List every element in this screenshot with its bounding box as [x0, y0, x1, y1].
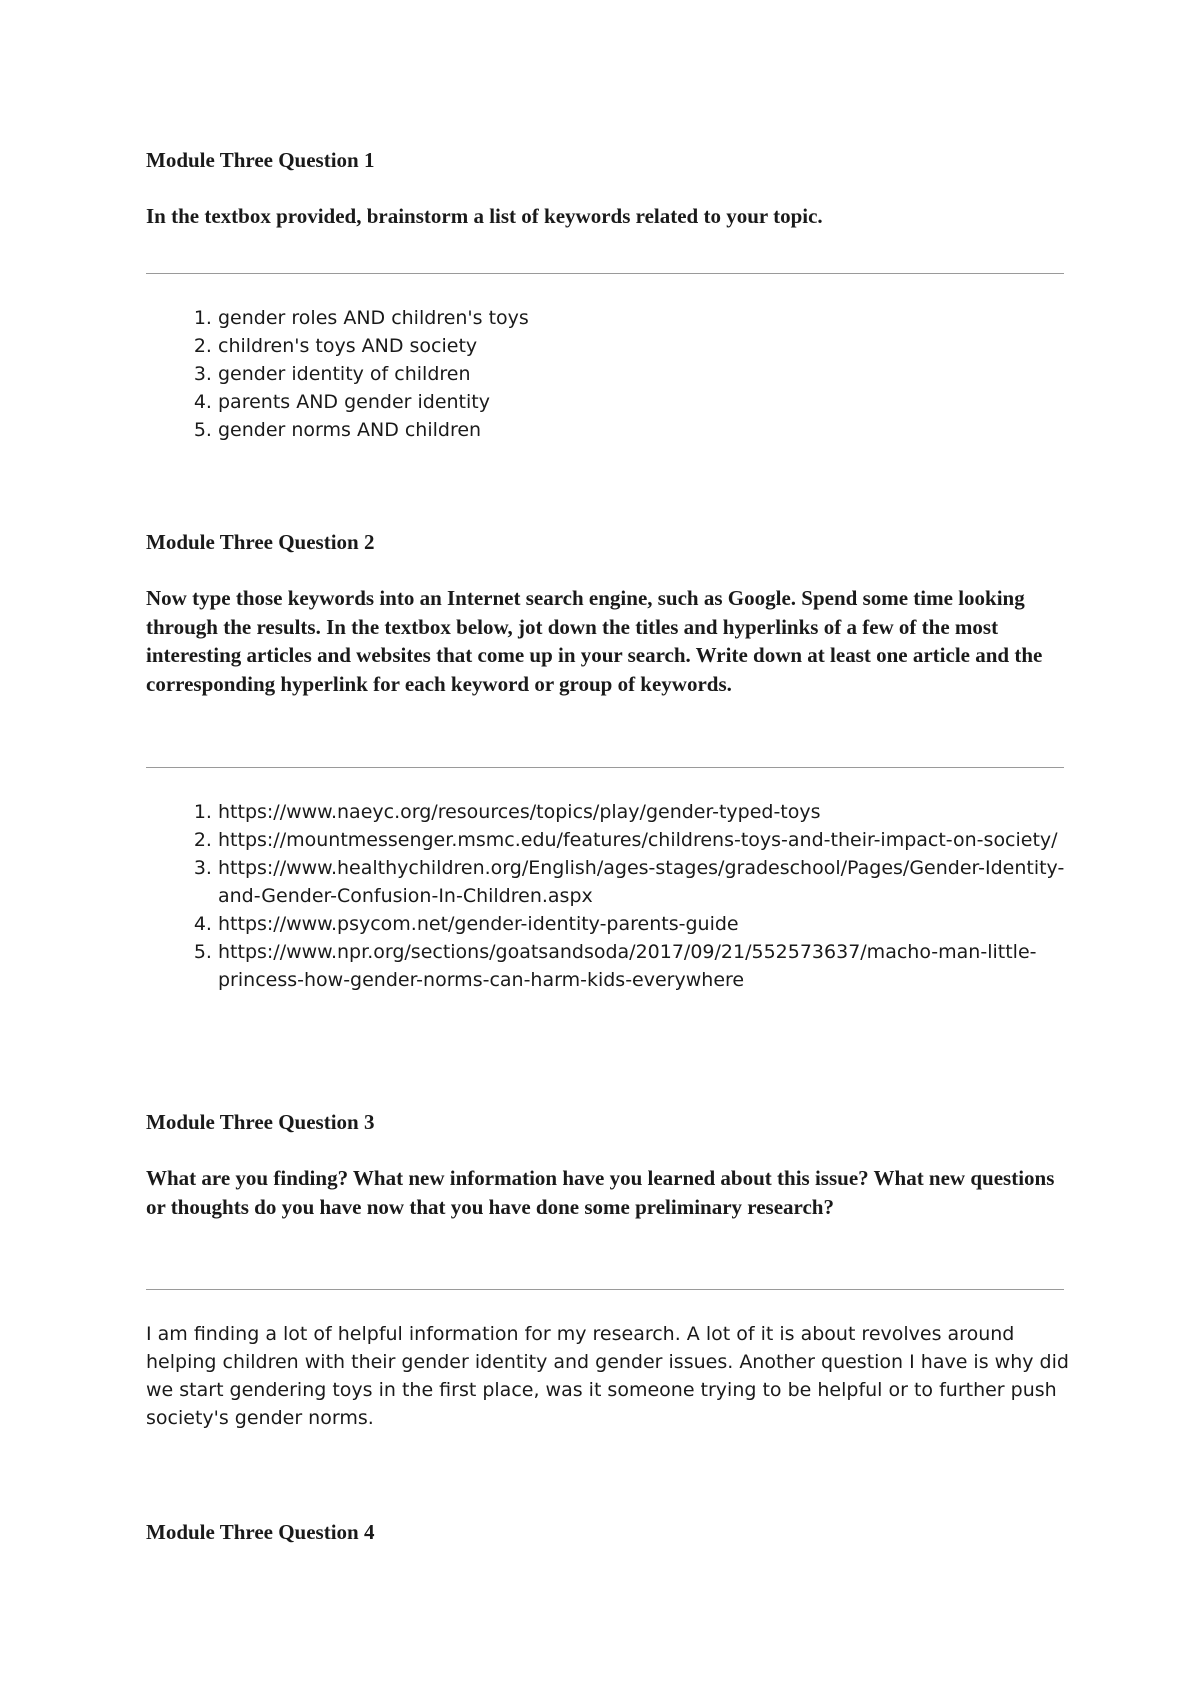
- q1-divider: [146, 273, 1064, 274]
- list-item: 5. gender norms AND children: [218, 416, 1066, 444]
- list-item: 1. https://www.naeyc.org/resources/topics/play/gender-typed-toys: [218, 798, 1066, 826]
- q4-title: Module Three Question 4: [146, 1520, 375, 1544]
- list-item: 1. gender roles AND children's toys: [218, 304, 1066, 332]
- list-item: 3. gender identity of children: [218, 360, 1066, 388]
- list-item: 2. https://mountmessenger.msmc.edu/features/childrens-toys-and-their-impact-on-society/: [218, 826, 1066, 854]
- q3-title: Module Three Question 3: [146, 1110, 375, 1134]
- q2-divider: [146, 767, 1064, 768]
- list-item: 5. https://www.npr.org/sections/goatsandsoda/2017/09/21/552573637/macho-man-little-princess-how-gender-norms-can-harm-kids-everywhere: [218, 938, 1066, 994]
- list-item: 2. children's toys AND society: [218, 332, 1066, 360]
- q1-prompt: In the textbox provided, brainstorm a list of keywords related to your topic.: [146, 204, 823, 228]
- q2-prompt: Now type those keywords into an Internet search engine, such as Google. Spend some time looking through the results. In the textbox below, jot down the titles and hyperlinks of a few of the most interesting articles and websites that come up in your search. Write down at least one article and the corresponding hyperlink for each keyword or group of keywords.: [146, 586, 1043, 696]
- q1-title: Module Three Question 1: [146, 148, 375, 172]
- q2-link-list: [146, 798, 1066, 994]
- list-item: 3. https://www.healthychildren.org/English/ages-stages/gradeschool/Pages/Gender-Identity-and-Gender-Confusion-In-Children.aspx: [218, 854, 1066, 910]
- q3-divider: [146, 1289, 1064, 1290]
- list-item: 4. https://www.psycom.net/gender-identity-parents-guide: [218, 910, 1066, 938]
- q3-answer-paragraph: I am finding a lot of helpful information for my research. A lot of it is about revolves around helping children with their gender identity and gender issues. Another question I have is why did we start gendering toys in the first place, was it someone trying to be helpful or to further push society's gender norms.: [146, 1323, 1069, 1429]
- list-item: 4. parents AND gender identity: [218, 388, 1066, 416]
- q2-title: Module Three Question 2: [146, 530, 375, 554]
- q3-prompt: What are you finding? What new information have you learned about this issue? What new questions or thoughts do you have now that you have done some preliminary research?: [146, 1166, 1055, 1219]
- q1-keyword-list: [146, 304, 1066, 444]
